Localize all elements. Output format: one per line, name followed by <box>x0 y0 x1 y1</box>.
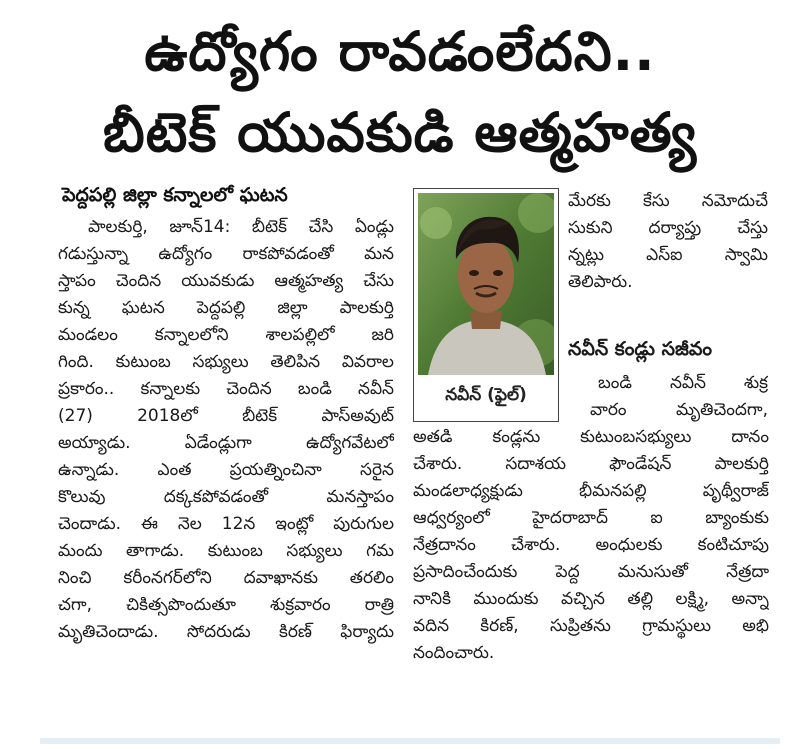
article-right-top <box>568 188 768 296</box>
body-line: మండలాధ్యక్షుడు భీమనపల్లి పృథ్వీరాజ్ <box>413 481 769 501</box>
body-line: మేరకు కేసు నమోదుచే <box>568 191 768 211</box>
body-line: అతడి కండ్లను కుటుంబసభ్యులు దానం <box>413 427 769 447</box>
headline-line-1: ఉద్యోగం రావడంలేదని.. <box>144 20 656 83</box>
body-line: స్తాపం చెందిన యువకుడు ఆత్మహత్య చేసు <box>58 271 394 291</box>
body-line: సుకుని దర్యాప్తు చేస్తు <box>568 218 768 238</box>
body-line: (27) 2018లో బీటెక్ పాస్‌అవుట్ <box>58 406 394 426</box>
body-line: కున్న ఘటన పెద్దపల్లి జిల్లా పాలకుర్తి <box>58 298 394 318</box>
body-line: పాలకుర్తి, జూన్14: బీటెక్ చేసి ఏండ్లు <box>88 217 394 237</box>
body-line: ఆధ్వర్యంలో హైదరాబాద్ ఐ బ్యాంకుకు <box>413 508 769 528</box>
article-right-mid <box>590 370 768 424</box>
body-line: మండలం కన్నాలలోని శాలపల్లిలో జరి <box>58 325 394 345</box>
body-line: నేత్రదానం చేశారు. అంధులకు కంటిచూపు <box>413 535 769 555</box>
body-line: చేశారు. సదాశయ ఫౌండేషన్ పాలకుర్తి <box>413 454 769 474</box>
body-line: అయ్యాడు. ఏడేండ్లుగా ఉద్యోగవేటలో <box>58 433 394 453</box>
body-line: నందించారు. <box>413 643 495 663</box>
article-right-bottom <box>413 424 769 667</box>
person-portrait-image <box>418 193 554 375</box>
person-photo <box>418 193 554 375</box>
body-line: ప్రకారం.. కన్నాలకు చెందిన బండి నవీన్ <box>58 379 394 399</box>
body-line: బండి నవీన్ శుక్ర <box>598 373 768 393</box>
article-body-left <box>58 214 394 646</box>
right-subheading: నవీన్ కండ్లు సజీవం <box>568 338 712 360</box>
body-line: మృతిచెందాడు. సోదరుడు కిరణ్ ఫిర్యాదు <box>58 622 394 642</box>
body-line: న్నట్లు ఎస్ఐ స్వామి <box>568 245 768 265</box>
body-line: గింది. కుటుంబ సభ్యులు తెలిపిన వివరాల <box>58 352 394 372</box>
bottom-divider <box>40 738 780 744</box>
body-line: చెందాడు. ఈ నెల 12న ఇంట్లో పురుగుల <box>58 514 394 534</box>
body-line: కొలువు దక్కకపోవడంతో మనస్తాపం <box>58 487 394 507</box>
article-left-column <box>58 180 394 646</box>
body-line: నానికి ముందుకు వచ్చిన తల్లి లక్ష్మి, అన్నా <box>413 589 769 609</box>
body-line: తెలిపారు. <box>568 272 633 292</box>
photo-frame <box>413 188 559 422</box>
headline-line-2: బీటెక్ యువకుడి ఆత్మహత్య <box>102 101 698 164</box>
body-line: ఉన్నాడు. ఎంత ప్రయత్నించినా సరైన <box>58 460 394 480</box>
body-line: చగా, చికిత్సపొందుతూ శుక్రవారం రాత్రి <box>58 595 394 615</box>
body-line: గడుస్తున్నా ఉద్యోగం రాకపోవడంతో మన <box>58 244 394 264</box>
body-line: నించి కరీంనగర్‌లోని దవాఖానకు తరలిం <box>58 568 394 588</box>
body-line: ప్రసాదించేందుకు పెద్ద మనుసుతో నేత్రదా <box>413 562 769 582</box>
body-line: మందు తాగాడు. కుటుంబ సభ్యులు గమ <box>58 541 394 561</box>
body-line: వదిన కిరణ్, సుప్రితను గ్రామస్థులు అభి <box>413 616 769 636</box>
photo-caption: నవీన్ (ఫైల్) <box>445 385 527 405</box>
article-subheading: పెద్దపల్లి జిల్లా కన్నాలలో ఘటన <box>62 184 288 206</box>
body-line: వారం మృతిచెందగా, <box>590 400 768 420</box>
